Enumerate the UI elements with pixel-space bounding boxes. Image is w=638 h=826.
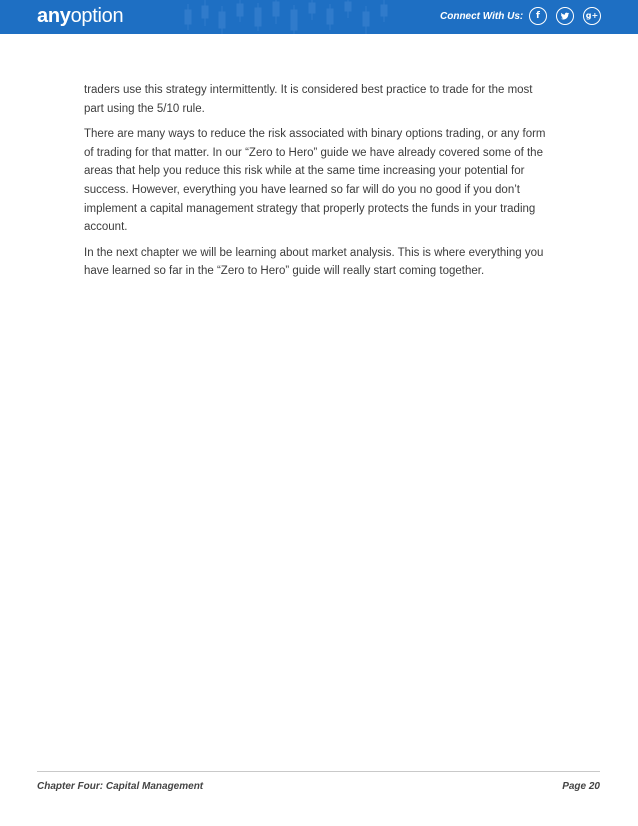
twitter-icon[interactable] <box>556 7 574 25</box>
anyoption-logo[interactable] <box>37 5 123 28</box>
logo-light-text: option <box>70 5 124 27</box>
paragraph: In the next chapter we will be learning about market analysis. This is where everything you have learned so far in the “Zero to Hero” guide will really start coming together. <box>84 246 544 278</box>
facebook-icon[interactable]: f <box>529 7 547 25</box>
twitter-bird-glyph <box>560 11 570 21</box>
page-number: Page 20 <box>562 781 600 792</box>
footer-divider <box>37 771 600 772</box>
chapter-title: Chapter Four: Capital Management <box>37 781 204 792</box>
paragraph: There are many ways to reduce the risk associated with binary options trading, or any form of trading for that matter. In our “Zero to Hero” guide we have already covered some of the areas that help you reduce this risk while at the same time increasing your potential for success. However, everything you have learned so far will do you no good if you don’t implement a capital management strategy that properly protects the funds in your trading account. <box>84 128 546 234</box>
paragraph: traders use this strategy intermittently. It is considered best practice to trade for the most part using the 5/10 rule. <box>84 84 533 115</box>
page-header <box>0 0 638 34</box>
document-body <box>84 81 554 288</box>
google-plus-icon[interactable]: g+ <box>583 7 601 25</box>
connect-label: Connect With Us: <box>440 11 524 22</box>
logo-bold-text: any <box>37 5 71 27</box>
